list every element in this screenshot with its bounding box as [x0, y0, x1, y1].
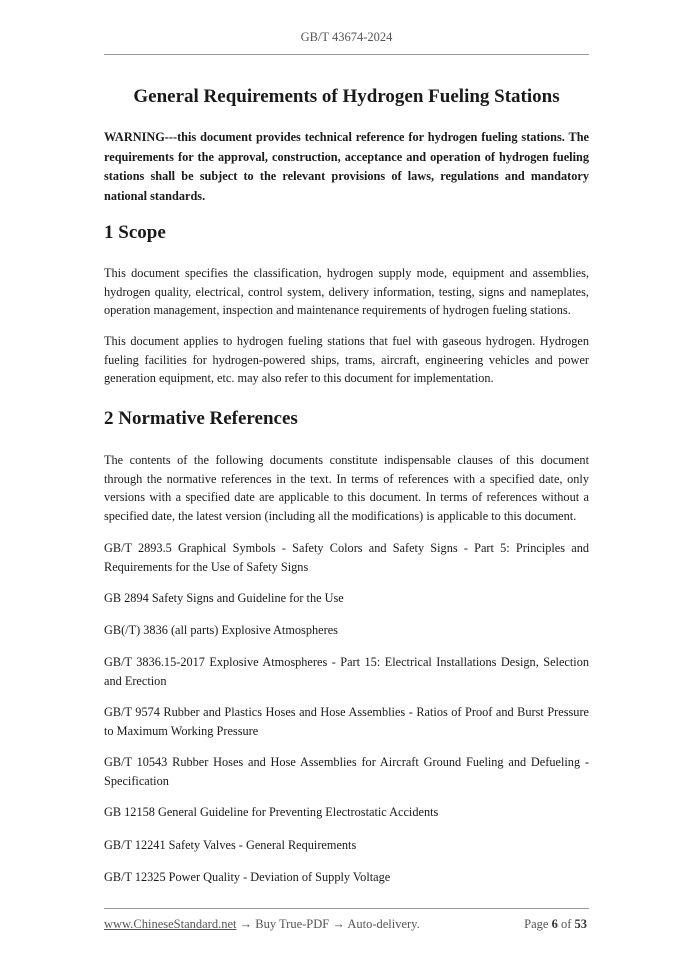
reference-item: GB 12158 General Guideline for Preventing Electrostatic Accidents	[104, 805, 439, 819]
reference-item: GB/T 12325 Power Quality - Deviation of Supply Voltage	[104, 870, 391, 884]
of-label: of	[560, 917, 572, 931]
reference-item: GB(/T) 3836 (all parts) Explosive Atmospheres	[104, 623, 338, 637]
reference-item: GB/T 3836.15-2017 Explosive Atmospheres - Part 15: Electrical Installations Design, Selection and Erection	[104, 655, 589, 688]
total-pages: 53	[574, 917, 587, 931]
scope-paragraph-2: This document applies to hydrogen fueling stations that fuel with gaseous hydrogen. Hydrogen fueling facilities for hydrogen-powered ships, trams, aircraft, engineering vehicles and power generation equipment, etc. may also refer to this document for implementation.	[104, 334, 589, 385]
page-footer	[104, 917, 589, 932]
reference-item: GB/T 9574 Rubber and Plastics Hoses and Hose Assemblies - Ratios of Proof and Burst Pressure to Maximum Working Pressure	[104, 705, 589, 738]
section-heading-normative-references: 2 Normative References	[104, 408, 298, 429]
document-code-header: GB/T 43674-2024	[300, 30, 393, 44]
section-heading-scope: 1 Scope	[104, 222, 166, 243]
page-indicator	[524, 917, 587, 932]
delivery-text: Auto-delivery.	[347, 917, 420, 931]
header-divider	[104, 54, 589, 55]
site-link[interactable]: www.ChineseStandard.net	[104, 917, 237, 931]
warning-paragraph: WARNING---this document provides technical reference for hydrogen fueling stations. The requirements for the approval, construction, acceptance and operation of hydrogen fueling stations shall be subject to the relevant provisions of laws, regulations and mandatory national standards.	[104, 130, 589, 203]
reference-item: GB/T 12241 Safety Valves - General Requirements	[104, 838, 357, 852]
page-number: 6	[551, 917, 558, 931]
scope-paragraph-1: This document specifies the classification, hydrogen supply mode, equipment and assemblies, hydrogen quality, electrical, control system, delivery information, testing, signs and nameplates, operation management, inspection and maintenance requirements of hydrogen fueling stations.	[104, 266, 589, 317]
arrow-right-icon: →	[239, 917, 253, 931]
reference-item: GB/T 10543 Rubber Hoses and Hose Assemblies for Aircraft Ground Fueling and Defueling - Specification	[104, 755, 589, 788]
reference-item: GB/T 2893.5 Graphical Symbols - Safety Colors and Safety Signs - Part 5: Principles and Requirements for the Use of Safety Signs	[104, 541, 589, 574]
reference-item: GB 2894 Safety Signs and Guideline for the Use	[104, 591, 344, 605]
page-label: Page	[524, 917, 549, 931]
footer-divider	[104, 908, 589, 909]
document-title: General Requirements of Hydrogen Fueling Stations	[133, 86, 560, 107]
buy-pdf-link[interactable]: Buy True-PDF	[255, 917, 330, 931]
normative-intro-paragraph: The contents of the following documents constitute indispensable clauses of this document through the normative references in the text. In terms of references with a specified date, only versions with a specified date are applicable to this document. In terms of references without a specified date, the latest version (including all the modifications) is applicable to this document.	[104, 453, 589, 523]
arrow-right-icon: →	[332, 917, 345, 931]
